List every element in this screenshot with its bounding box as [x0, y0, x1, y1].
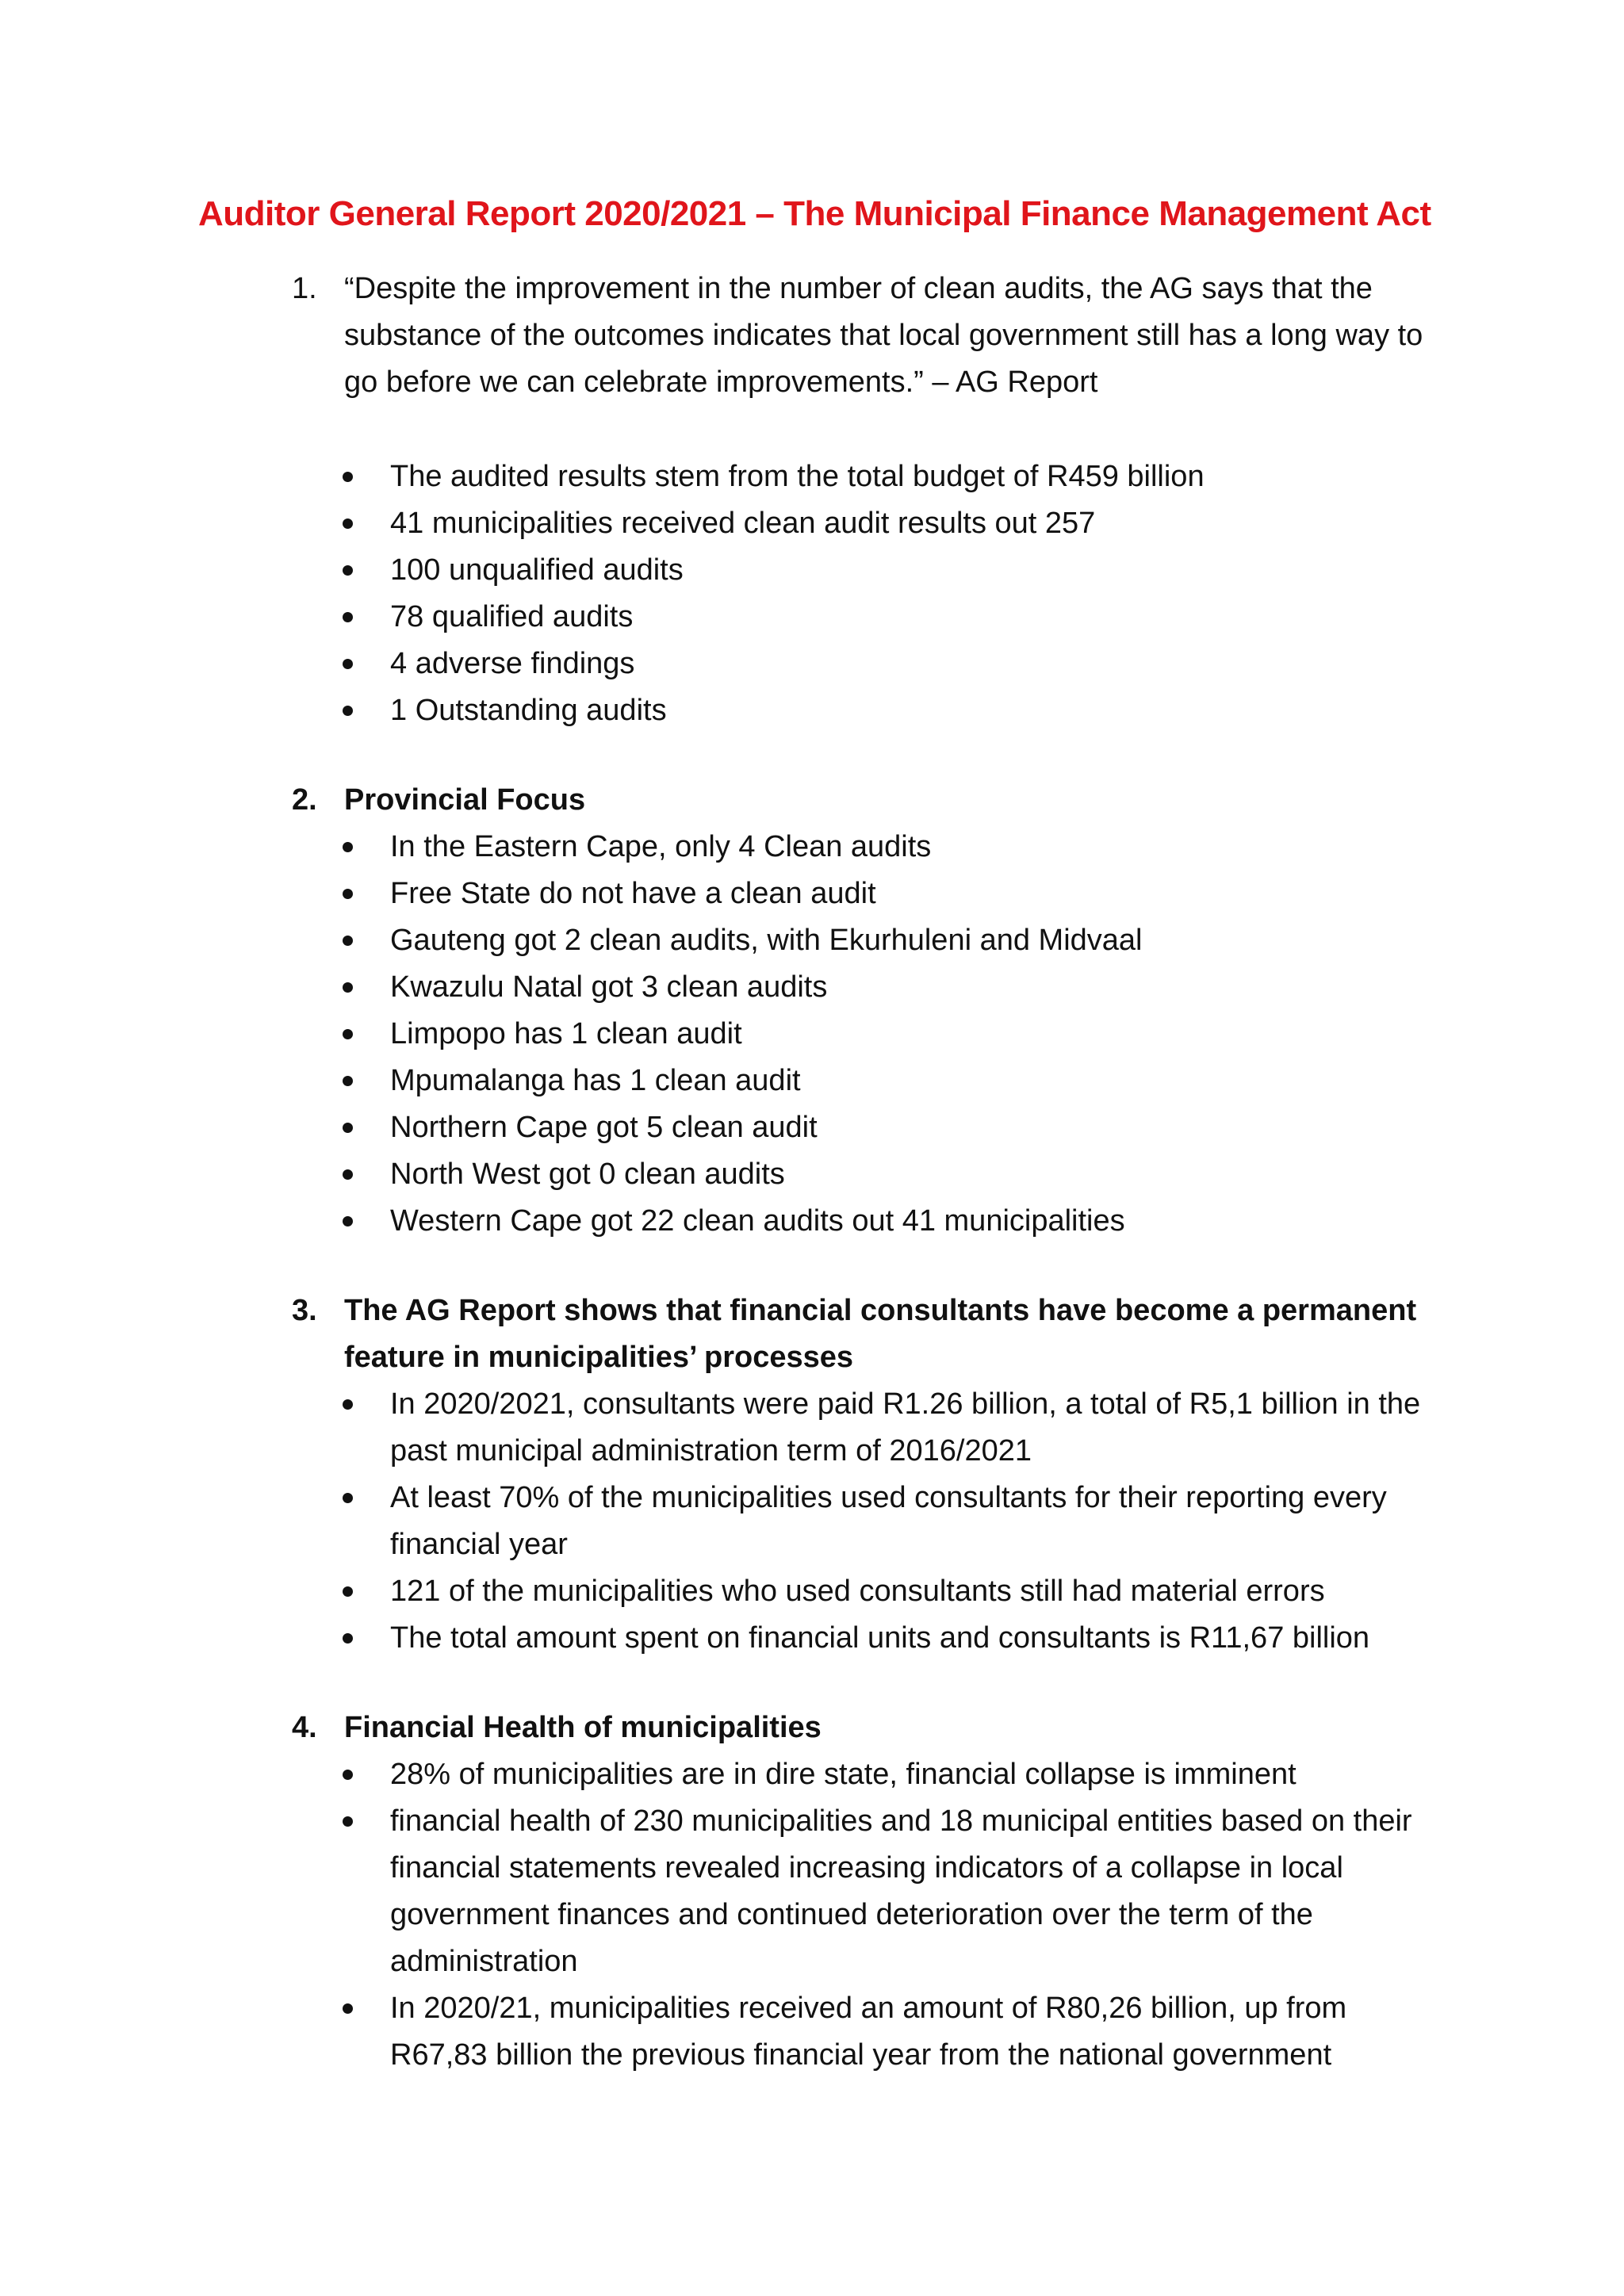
bullet-icon — [343, 659, 353, 669]
section-3 — [292, 1288, 1434, 1381]
list-item — [292, 1985, 1434, 2079]
list-item-text: 28% of municipalities are in dire state, financial collapse is imminent — [390, 1758, 1297, 1791]
section-1-bullets — [292, 453, 1434, 734]
section-number: 1. — [292, 272, 317, 305]
bullet-icon — [343, 842, 353, 852]
section-number: 3. — [292, 1294, 317, 1327]
document-title: Auditor General Report 2020/2021 – The Municipal Finance Management Act — [198, 194, 1431, 233]
list-item — [292, 1751, 1434, 1798]
list-item — [292, 824, 1434, 871]
list-item — [292, 1151, 1434, 1198]
bullet-icon — [343, 1123, 353, 1133]
list-item-text: In the Eastern Cape, only 4 Clean audits — [390, 830, 932, 863]
bullet-icon — [343, 2003, 353, 2014]
list-item — [292, 1798, 1434, 1985]
list-item-text: At least 70% of the municipalities used consultants for their reporting every financial year — [390, 1481, 1387, 1561]
list-item-text: Free State do not have a clean audit — [390, 877, 876, 910]
list-item — [292, 641, 1434, 687]
section-4 — [292, 1705, 1434, 1751]
list-item — [292, 1475, 1434, 1568]
list-item — [292, 1381, 1434, 1475]
list-item-text: Mpumalanga has 1 clean audit — [390, 1064, 801, 1097]
list-item — [292, 453, 1434, 500]
list-item-text: Northern Cape got 5 clean audit — [390, 1111, 818, 1144]
bullet-icon — [343, 1399, 353, 1410]
list-item-text: 1 Outstanding audits — [390, 694, 667, 727]
section-quote: “Despite the improvement in the number of clean audits, the AG says that the substance of the outcomes indicates that local government still has a long way to go before we can celebrate improvements.” – AG Report — [344, 272, 1423, 399]
section-2 — [292, 777, 1434, 824]
section-1 — [292, 266, 1434, 406]
list-item-text: In 2020/21, municipalities received an amount of R80,26 billion, up from R67,83 billion the previous financial year from the national government — [390, 1992, 1347, 2072]
bullet-icon — [343, 1586, 353, 1597]
list-item-text: Limpopo has 1 clean audit — [390, 1017, 742, 1050]
bullet-icon — [343, 1216, 353, 1226]
list-item — [292, 964, 1434, 1011]
list-item-text: 100 unqualified audits — [390, 553, 684, 587]
bullet-icon — [343, 1029, 353, 1039]
list-item-text: Western Cape got 22 clean audits out 41 municipalities — [390, 1204, 1125, 1238]
section-heading: Provincial Focus — [344, 783, 586, 817]
bullet-icon — [343, 1770, 353, 1780]
list-item-text: Gauteng got 2 clean audits, with Ekurhuleni and Midvaal — [390, 924, 1143, 957]
section-3-bullets — [292, 1381, 1434, 1662]
list-item-text: Kwazulu Natal got 3 clean audits — [390, 970, 828, 1004]
section-2-bullets — [292, 824, 1434, 1245]
bullet-icon — [343, 982, 353, 993]
bullet-icon — [343, 1633, 353, 1644]
list-item — [292, 687, 1434, 734]
list-item — [292, 1104, 1434, 1151]
bullet-icon — [343, 936, 353, 946]
bullet-icon — [343, 565, 353, 576]
list-item — [292, 1615, 1434, 1662]
list-item — [292, 1198, 1434, 1245]
list-item — [292, 1568, 1434, 1615]
section-number: 4. — [292, 1711, 317, 1744]
list-item — [292, 917, 1434, 964]
bullet-icon — [343, 1816, 353, 1827]
list-item — [292, 1011, 1434, 1058]
document-body — [292, 266, 1434, 2079]
list-item-text: 78 qualified audits — [390, 600, 634, 633]
section-heading: The AG Report shows that financial consultants have become a permanent feature in municipalities’ processes — [344, 1294, 1417, 1374]
list-item — [292, 547, 1434, 594]
list-item-text: The audited results stem from the total budget of R459 billion — [390, 460, 1205, 493]
list-item-text: In 2020/2021, consultants were paid R1.26 billion, a total of R5,1 billion in the past municipal administration term of 2016/2021 — [390, 1387, 1421, 1468]
list-item — [292, 500, 1434, 547]
bullet-icon — [343, 1076, 353, 1086]
bullet-icon — [343, 472, 353, 482]
list-item-text: North West got 0 clean audits — [390, 1158, 785, 1191]
list-item-text: The total amount spent on financial units and consultants is R11,67 billion — [390, 1621, 1370, 1655]
section-number: 2. — [292, 783, 317, 817]
list-item — [292, 871, 1434, 917]
bullet-icon — [343, 889, 353, 899]
bullet-icon — [343, 612, 353, 622]
list-item — [292, 1058, 1434, 1104]
list-item-text: 121 of the municipalities who used consultants still had material errors — [390, 1575, 1325, 1608]
bullet-icon — [343, 519, 353, 529]
section-4-bullets — [292, 1751, 1434, 2079]
list-item-text: 4 adverse findings — [390, 647, 635, 680]
list-item-text: 41 municipalities received clean audit results out 257 — [390, 507, 1096, 540]
list-item-text: financial health of 230 municipalities and 18 municipal entities based on their financial statements revealed increasing indicators of a collapse in local government finances and continued deterioration over the term of the administration — [390, 1804, 1412, 1978]
section-heading: Financial Health of municipalities — [344, 1711, 822, 1744]
bullet-icon — [343, 1169, 353, 1180]
list-item — [292, 594, 1434, 641]
bullet-icon — [343, 706, 353, 716]
bullet-icon — [343, 1493, 353, 1503]
